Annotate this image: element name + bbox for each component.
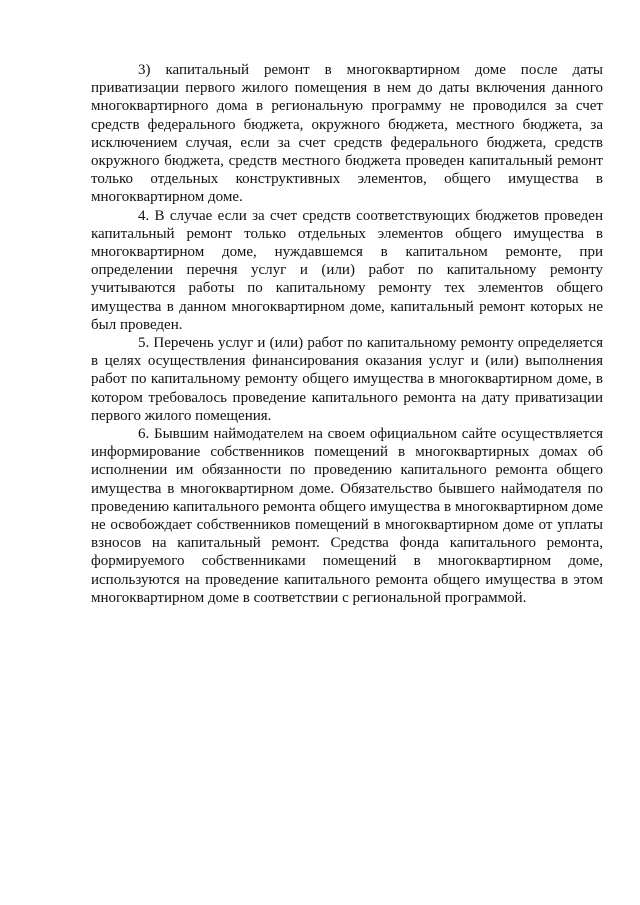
paragraph-clause-4: 4. В случае если за счет средств соответствующих бюджетов проведен капитальный ремонт только отдельных элементов общего имущества в многоквартирном доме, нуждавшемся в капитальном ремонте, при определении перечня услуг и (или) работ по капитальному ремонту учитываются работы по капитальному ремонту тех элементов общего имущества в данном многоквартирном доме, капитальный ремонт которых не был проведен. — [91, 207, 603, 333]
paragraph-clause-5: 5. Перечень услуг и (или) работ по капитальному ремонту определяется в целях осуществления финансирования оказания услуг и (или) выполнения работ по капитальному ремонту общего имущества в многоквартирном доме, в котором требовалось проведение капитального ремонта на дату приватизации первого жилого помещения. — [91, 335, 603, 424]
document-body — [91, 61, 603, 607]
paragraph-item-3: 3) капитальный ремонт в многоквартирном доме после даты приватизации первого жилого помещения в нем до даты включения данного многоквартирного дома в региональную программу не проводился за счет средств федерального бюджета, окружного бюджета, местного бюджета, за исключением случая, если за счет средств федерального бюджета, средств окружного бюджета, средств местного бюджета проведен капитальный ремонт только отдельных конструктивных элементов, общего имущества в многоквартирном доме. — [91, 62, 603, 206]
paragraph-clause-6: 6. Бывшим наймодателем на своем официальном сайте осуществляется информирование собственников помещений в многоквартирных домах об исполнении им обязанности по проведению капитального ремонта общего имущества в многоквартирном доме. Обязательство бывшего наймодателя по проведению капитального ремонта общего имущества в многоквартирном доме не освобождает собственников помещений в многоквартирном доме от уплаты взносов на капитальный ремонт. Средства фонда капитального ремонта, формируемого собственниками помещений в многоквартирном доме, используются на проведение капитального ремонта общего имущества в этом многоквартирном доме в соответствии с региональной программой. — [91, 426, 603, 606]
